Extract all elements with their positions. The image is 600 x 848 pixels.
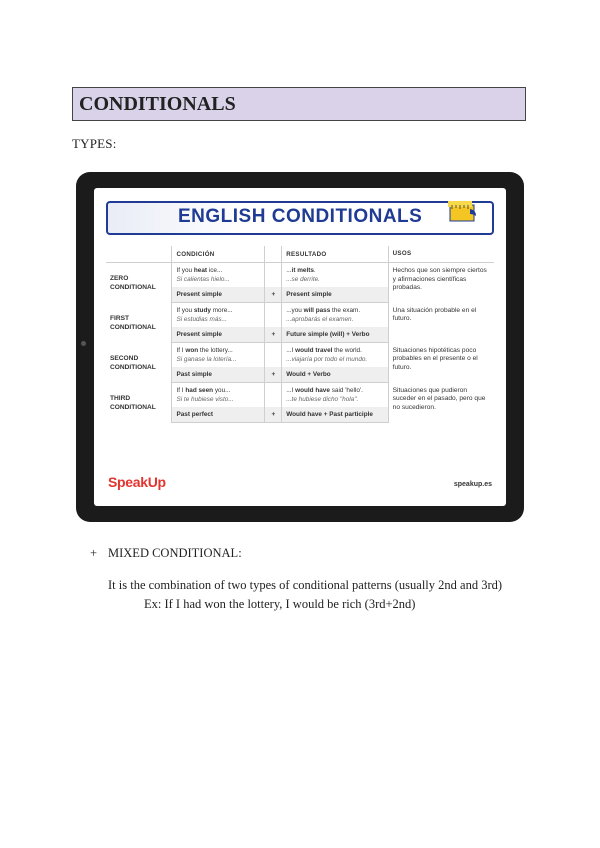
condition-en-pre: If I <box>176 347 186 354</box>
infographic-title: ENGLISH CONDITIONALS <box>178 206 423 227</box>
tablet-image <box>76 172 524 522</box>
result-en-pre: ... <box>286 267 292 274</box>
usage-text: Situaciones hipotéticas poco probables en el presente o el futuro. <box>392 346 478 371</box>
condition-en-post: ice... <box>207 267 223 274</box>
condition-example <box>172 303 265 328</box>
condition-es: Si te hubiese visto... <box>176 396 234 403</box>
header-plus-blank <box>265 246 282 263</box>
condition-en-verb: had seen <box>185 387 214 394</box>
plus-sign: + <box>265 367 282 383</box>
types-label: TYPES: <box>72 136 117 151</box>
result-es: ...aprobarás el examen. <box>286 316 354 323</box>
conditional-type-line2: CONDITIONAL <box>110 363 156 371</box>
condition-example <box>172 383 265 408</box>
conditional-type-line1: FIRST <box>110 314 130 322</box>
condition-en-post: you... <box>213 387 231 394</box>
condition-tense: Present simple <box>172 287 265 303</box>
bullet-marker: + <box>90 546 98 560</box>
mixed-conditional-description: It is the combination of two types of conditional patterns (usually 2nd and 3rd) <box>108 578 503 592</box>
condition-en-verb: heat <box>193 267 208 274</box>
result-en-pre: ...I <box>286 347 296 354</box>
condition-tense: Present simple <box>172 327 265 343</box>
conditional-type <box>106 303 172 343</box>
mixed-conditional-item <box>90 546 242 561</box>
table-row <box>106 383 494 408</box>
table-header-row <box>106 246 494 263</box>
result-en-post: said 'hello'. <box>329 387 363 394</box>
conditional-type <box>106 383 172 423</box>
result-tense: Present simple <box>282 287 388 303</box>
result-en <box>286 266 383 275</box>
result-example <box>282 343 388 368</box>
result-tense: Future simple (will) + Verbo <box>282 327 388 343</box>
table-body <box>106 263 494 423</box>
result-example <box>282 383 388 408</box>
plus-blank <box>265 263 282 288</box>
result-es: ...viajaría por todo el mundo. <box>286 356 368 363</box>
mixed-conditional-example: Ex: If I had won the lottery, I would be rich (3rd+2nd) <box>144 597 416 611</box>
result-en-verb: will pass <box>303 307 331 314</box>
header-blank <box>106 246 172 263</box>
condition-en <box>176 386 260 395</box>
result-en-post: the exam. <box>330 307 361 314</box>
condition-en-pre: If you <box>176 267 194 274</box>
result-tense: Would have + Past participle <box>282 407 388 423</box>
condition-tense: Past simple <box>172 367 265 383</box>
condition-en <box>176 306 260 315</box>
condition-example <box>172 343 265 368</box>
result-tense: Would + Verbo <box>282 367 388 383</box>
conditional-type-line2: CONDITIONAL <box>110 403 156 411</box>
infographic-screen <box>94 188 506 506</box>
ruler-icon <box>446 197 480 227</box>
tablet-camera <box>81 341 86 346</box>
condition-es: Si ganase la lotería... <box>176 356 237 363</box>
result-en <box>286 386 383 395</box>
plus-blank <box>265 343 282 368</box>
conditional-type-line1: THIRD <box>110 394 131 402</box>
condition-en-pre: If you <box>176 307 194 314</box>
site-url: speakup.es <box>453 481 492 488</box>
condition-en-pre: If I <box>176 387 186 394</box>
header-condicion: CONDICIÓN <box>172 246 265 263</box>
result-example <box>282 263 388 288</box>
result-en-post: the world. <box>332 347 362 354</box>
condition-example <box>172 263 265 288</box>
infographic-banner <box>106 201 494 235</box>
usage-text: Una situación probable en el futuro. <box>392 306 477 322</box>
usage-text: Situaciones que pudieron suceder en el pasado, pero que no sucedieron. <box>392 386 486 411</box>
result-en-verb: would have <box>295 387 330 394</box>
table-row <box>106 343 494 368</box>
result-es: ...se derrite. <box>286 276 320 283</box>
condition-en-verb: study <box>193 307 211 314</box>
speakup-logo: SpeakUp <box>108 474 166 490</box>
plus-sign: + <box>265 407 282 423</box>
condition-en <box>176 346 260 355</box>
result-en-pre: ...you <box>286 307 304 314</box>
mixed-conditional-title: MIXED CONDITIONAL: <box>108 546 242 560</box>
condition-en-post: more... <box>210 307 233 314</box>
conditionals-table <box>106 246 494 423</box>
result-en <box>286 346 383 355</box>
conditional-type <box>106 343 172 383</box>
page-title: CONDITIONALS <box>72 87 526 121</box>
result-es: ...te hubiese dicho "hola". <box>286 396 359 403</box>
condition-en-post: the lottery... <box>198 347 233 354</box>
result-en-verb: it melts <box>291 267 314 274</box>
conditional-type-line2: CONDITIONAL <box>110 283 156 291</box>
conditional-type-line2: CONDITIONAL <box>110 323 156 331</box>
plus-blank <box>265 383 282 408</box>
plus-sign: + <box>265 287 282 303</box>
result-en-post: . <box>313 267 316 274</box>
table-row <box>106 263 494 288</box>
result-example <box>282 303 388 328</box>
conditional-type-line1: ZERO <box>110 274 129 282</box>
header-usos: USOS <box>388 246 494 263</box>
condition-en-verb: won <box>185 347 199 354</box>
plus-blank <box>265 303 282 328</box>
conditional-type <box>106 263 172 303</box>
condition-es: Si estudias más... <box>176 316 227 323</box>
result-en-verb: would travel <box>295 347 333 354</box>
header-resultado: RESULTADO <box>282 246 388 263</box>
table-row <box>106 303 494 328</box>
result-en <box>286 306 383 315</box>
condition-es: Si calientas hielo... <box>176 276 230 283</box>
condition-tense: Past perfect <box>172 407 265 423</box>
plus-sign: + <box>265 327 282 343</box>
conditional-type-line1: SECOND <box>110 354 139 362</box>
condition-en <box>176 266 260 275</box>
usage-text: Hechos que son siempre ciertos y afirmaciones científicas probadas. <box>392 267 487 291</box>
result-en-pre: ...I <box>286 387 296 394</box>
